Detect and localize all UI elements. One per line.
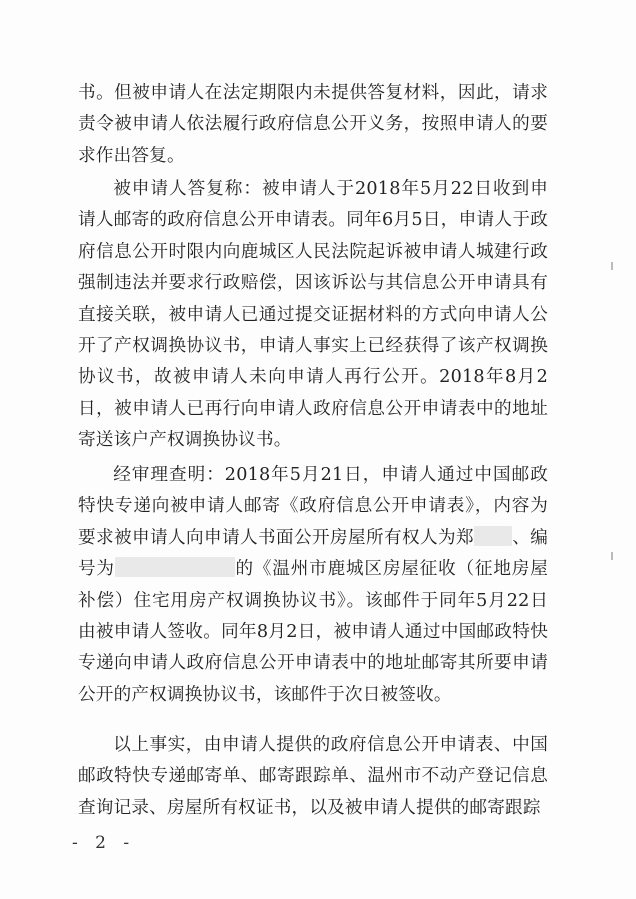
paragraph-findings: [78, 460, 548, 711]
findings-text-part2: 、编号为: [78, 527, 548, 580]
scan-margin-mark: [611, 552, 613, 560]
page-number: - 2 -: [72, 833, 136, 853]
findings-text-part3: 的《温州市鹿城区房屋征收（征地房屋补偿）住宅用房产权调换协议书》。该邮件于同年5月22日由被申请人签收。同年8月2日，被申请人通过中国邮政特快专递向申请人政府信息公开申请表中的地址邮寄其所要申请公开的产权调换协议书，该邮件于次日被签收。: [78, 559, 548, 705]
paragraph-evidence: 以上事实，由申请人提供的政府信息公开申请表、中国邮政特快专递邮寄单、邮寄跟踪单、温州市不动产登记信息查询记录、房屋所有权证书，以及被申请人提供的邮寄跟踪: [78, 735, 548, 818]
paragraph-respondent-reply: 被申请人答复称：被申请人于2018年5月22日收到申请人邮寄的政府信息公开申请表。同年6月5日，申请人于政府信息公开时限内向鹿城区人民法院起诉被申请人城建行政强制违法并要求行政赔偿，因该诉讼与其信息公开申请具有直接关联，被申请人已通过提交证据材料的方式向申请人公开了产权调换协议书，申请人事实上已经获得了该产权调换协议书，故被申请人未向申请人再行公开。2018年8月2日，被申请人已再行向申请人政府信息公开申请表中的地址寄送该户产权调换协议书。: [78, 179, 548, 451]
redaction-owner-name: [474, 526, 512, 546]
redaction-agreement-number: [115, 557, 235, 577]
paragraph-applicant-request-end: 书。但被申请人在法定期限内未提供答复材料，因此，请求责令被申请人依法履行政府信息公开义务，按照申请人的要求作出答复。: [78, 83, 548, 166]
findings-text-part1: 经审理查明：2018年5月21日，申请人通过中国邮政特快专递向被申请人邮寄《政府信息公开申请表》，内容为要求被申请人向申请人书面公开房屋所有权人为郑: [78, 465, 548, 548]
scan-margin-mark: [611, 262, 613, 270]
